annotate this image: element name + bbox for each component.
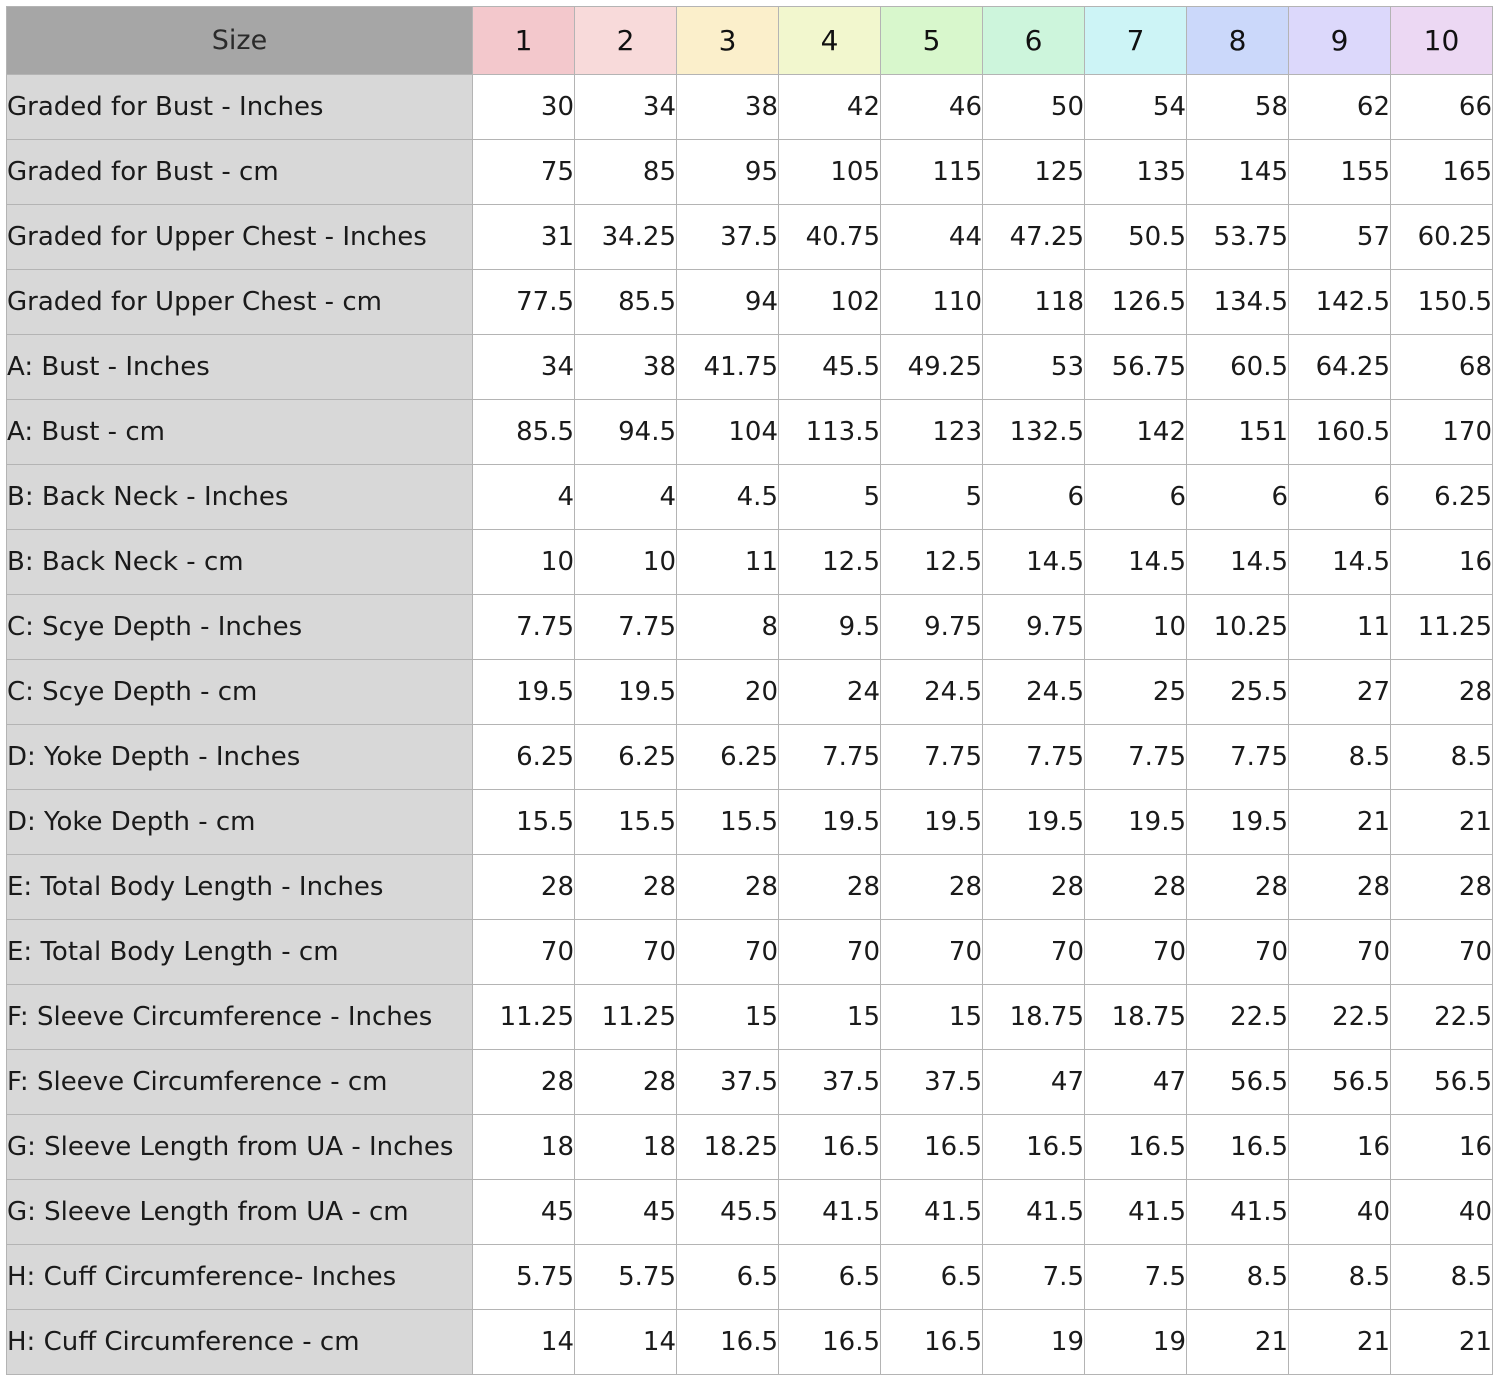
table-cell: 70 [1391,920,1493,985]
row-label: Graded for Upper Chest - cm [7,270,473,335]
table-cell: 57 [1289,205,1391,270]
table-cell: 6.25 [575,725,677,790]
table-cell: 58 [1187,75,1289,140]
size-header-5: 5 [881,7,983,75]
table-cell: 9.5 [779,595,881,660]
row-label: B: Back Neck - Inches [7,465,473,530]
table-cell: 70 [1289,920,1391,985]
row-label: G: Sleeve Length from UA - cm [7,1180,473,1245]
table-cell: 8.5 [1391,725,1493,790]
table-cell: 151 [1187,400,1289,465]
table-row [7,530,1493,595]
table-cell: 15.5 [473,790,575,855]
table-cell: 10 [1085,595,1187,660]
table-cell: 28 [1391,855,1493,920]
table-cell: 155 [1289,140,1391,205]
table-cell: 21 [1289,1310,1391,1375]
table-cell: 123 [881,400,983,465]
table-cell: 47 [983,1050,1085,1115]
table-cell: 53 [983,335,1085,400]
table-cell: 6 [983,465,1085,530]
table-cell: 45 [575,1180,677,1245]
table-cell: 44 [881,205,983,270]
table-cell: 70 [779,920,881,985]
table-cell: 16.5 [1187,1115,1289,1180]
table-cell: 5.75 [575,1245,677,1310]
size-header-4: 4 [779,7,881,75]
table-cell: 41.5 [1085,1180,1187,1245]
table-cell: 14.5 [1187,530,1289,595]
table-cell: 6.25 [473,725,575,790]
table-cell: 70 [677,920,779,985]
table-cell: 113.5 [779,400,881,465]
table-cell: 25.5 [1187,660,1289,725]
table-cell: 28 [473,1050,575,1115]
table-cell: 54 [1085,75,1187,140]
table-cell: 18 [575,1115,677,1180]
table-row [7,335,1493,400]
row-label: F: Sleeve Circumference - Inches [7,985,473,1050]
table-cell: 6 [1085,465,1187,530]
table-cell: 15 [881,985,983,1050]
table-cell: 4.5 [677,465,779,530]
row-label: C: Scye Depth - Inches [7,595,473,660]
table-cell: 77.5 [473,270,575,335]
table-cell: 70 [473,920,575,985]
table-cell: 68 [1391,335,1493,400]
table-cell: 6.5 [779,1245,881,1310]
table-cell: 70 [575,920,677,985]
table-cell: 16.5 [881,1310,983,1375]
table-cell: 9.75 [881,595,983,660]
table-cell: 40 [1391,1180,1493,1245]
table-row [7,400,1493,465]
table-cell: 64.25 [1289,335,1391,400]
row-label: E: Total Body Length - cm [7,920,473,985]
table-cell: 11 [1289,595,1391,660]
row-label: F: Sleeve Circumference - cm [7,1050,473,1115]
row-label: D: Yoke Depth - cm [7,790,473,855]
table-cell: 8.5 [1187,1245,1289,1310]
table-cell: 8.5 [1289,725,1391,790]
table-cell: 170 [1391,400,1493,465]
table-cell: 45.5 [677,1180,779,1245]
table-cell: 10 [473,530,575,595]
size-header-8: 8 [1187,7,1289,75]
table-row [7,1115,1493,1180]
table-cell: 47 [1085,1050,1187,1115]
size-header-3: 3 [677,7,779,75]
table-cell: 30 [473,75,575,140]
size-header-9: 9 [1289,7,1391,75]
table-cell: 28 [473,855,575,920]
table-cell: 14.5 [1085,530,1187,595]
table-cell: 94.5 [575,400,677,465]
table-cell: 49.25 [881,335,983,400]
table-cell: 41.75 [677,335,779,400]
table-cell: 16.5 [983,1115,1085,1180]
table-cell: 42 [779,75,881,140]
table-cell: 132.5 [983,400,1085,465]
table-cell: 6 [1187,465,1289,530]
row-label: B: Back Neck - cm [7,530,473,595]
size-header-1: 1 [473,7,575,75]
table-cell: 94 [677,270,779,335]
table-cell: 56.5 [1289,1050,1391,1115]
table-cell: 70 [881,920,983,985]
table-cell: 11.25 [1391,595,1493,660]
table-row [7,725,1493,790]
table-cell: 38 [677,75,779,140]
table-cell: 6.5 [677,1245,779,1310]
table-cell: 4 [575,465,677,530]
table-cell: 75 [473,140,575,205]
table-cell: 15 [677,985,779,1050]
table-row [7,1245,1493,1310]
table-cell: 41.5 [1187,1180,1289,1245]
table-cell: 14.5 [983,530,1085,595]
table-cell: 53.75 [1187,205,1289,270]
table-cell: 7.75 [473,595,575,660]
table-cell: 102 [779,270,881,335]
table-cell: 6.5 [881,1245,983,1310]
table-cell: 28 [1085,855,1187,920]
table-cell: 11 [677,530,779,595]
size-header-6: 6 [983,7,1085,75]
table-cell: 45 [473,1180,575,1245]
table-cell: 6.25 [677,725,779,790]
table-cell: 37.5 [779,1050,881,1115]
table-cell: 7.75 [1187,725,1289,790]
table-cell: 40 [1289,1180,1391,1245]
table-cell: 70 [983,920,1085,985]
table-row [7,205,1493,270]
table-cell: 24.5 [983,660,1085,725]
table-cell: 134.5 [1187,270,1289,335]
table-cell: 8 [677,595,779,660]
table-cell: 22.5 [1187,985,1289,1050]
row-label: A: Bust - cm [7,400,473,465]
table-row [7,920,1493,985]
table-cell: 28 [1391,660,1493,725]
table-cell: 14 [473,1310,575,1375]
table-cell: 24 [779,660,881,725]
table-cell: 28 [1187,855,1289,920]
table-cell: 18.75 [983,985,1085,1050]
table-cell: 7.75 [1085,725,1187,790]
table-cell: 60.5 [1187,335,1289,400]
table-cell: 21 [1391,790,1493,855]
table-row [7,465,1493,530]
row-label: H: Cuff Circumference- Inches [7,1245,473,1310]
table-cell: 85.5 [575,270,677,335]
table-cell: 118 [983,270,1085,335]
table-cell: 160.5 [1289,400,1391,465]
table-cell: 19.5 [1187,790,1289,855]
table-row [7,75,1493,140]
table-cell: 38 [575,335,677,400]
size-header-7: 7 [1085,7,1187,75]
table-cell: 110 [881,270,983,335]
table-cell: 11.25 [575,985,677,1050]
table-cell: 16 [1391,530,1493,595]
table-cell: 25 [1085,660,1187,725]
table-cell: 12.5 [881,530,983,595]
table-cell: 16.5 [677,1310,779,1375]
table-cell: 41.5 [881,1180,983,1245]
table-cell: 28 [575,1050,677,1115]
table-cell: 85 [575,140,677,205]
table-cell: 40.75 [779,205,881,270]
table-cell: 8.5 [1391,1245,1493,1310]
table-cell: 6.25 [1391,465,1493,530]
table-cell: 70 [1187,920,1289,985]
size-header-2: 2 [575,7,677,75]
table-cell: 28 [779,855,881,920]
table-cell: 95 [677,140,779,205]
table-row [7,660,1493,725]
table-cell: 37.5 [677,1050,779,1115]
table-cell: 41.5 [779,1180,881,1245]
table-row [7,855,1493,920]
table-cell: 45.5 [779,335,881,400]
table-cell: 150.5 [1391,270,1493,335]
table-cell: 22.5 [1289,985,1391,1050]
table-cell: 142 [1085,400,1187,465]
table-cell: 19.5 [983,790,1085,855]
table-cell: 19 [1085,1310,1187,1375]
table-row [7,790,1493,855]
table-cell: 37.5 [881,1050,983,1115]
table-cell: 34 [473,335,575,400]
table-cell: 7.5 [983,1245,1085,1310]
table-cell: 21 [1391,1310,1493,1375]
table-cell: 85.5 [473,400,575,465]
table-cell: 50 [983,75,1085,140]
table-cell: 66 [1391,75,1493,140]
table-cell: 18 [473,1115,575,1180]
table-cell: 21 [1187,1310,1289,1375]
table-cell: 24.5 [881,660,983,725]
table-cell: 165 [1391,140,1493,205]
table-cell: 12.5 [779,530,881,595]
table-cell: 14 [575,1310,677,1375]
table-cell: 7.75 [779,725,881,790]
table-row [7,270,1493,335]
table-cell: 16.5 [881,1115,983,1180]
table-cell: 34 [575,75,677,140]
table-cell: 20 [677,660,779,725]
table-cell: 60.25 [1391,205,1493,270]
table-cell: 10 [575,530,677,595]
row-label: G: Sleeve Length from UA - Inches [7,1115,473,1180]
row-label: D: Yoke Depth - Inches [7,725,473,790]
size-chart-table [6,6,1493,1375]
table-cell: 15 [779,985,881,1050]
row-label: C: Scye Depth - cm [7,660,473,725]
table-cell: 47.25 [983,205,1085,270]
row-label: Graded for Upper Chest - Inches [7,205,473,270]
table-cell: 16 [1391,1115,1493,1180]
table-cell: 37.5 [677,205,779,270]
table-cell: 62 [1289,75,1391,140]
table-cell: 19.5 [1085,790,1187,855]
table-cell: 27 [1289,660,1391,725]
row-label: Graded for Bust - cm [7,140,473,205]
table-cell: 105 [779,140,881,205]
table-cell: 5.75 [473,1245,575,1310]
table-cell: 19.5 [881,790,983,855]
table-cell: 142.5 [1289,270,1391,335]
table-cell: 9.75 [983,595,1085,660]
table-row [7,985,1493,1050]
table-row [7,595,1493,660]
table-cell: 15.5 [677,790,779,855]
table-cell: 8.5 [1289,1245,1391,1310]
table-cell: 41.5 [983,1180,1085,1245]
table-cell: 7.75 [983,725,1085,790]
size-column-header: Size [7,7,473,75]
table-row [7,1180,1493,1245]
table-cell: 15.5 [575,790,677,855]
table-cell: 11.25 [473,985,575,1050]
table-cell: 126.5 [1085,270,1187,335]
table-cell: 6 [1289,465,1391,530]
table-cell: 19.5 [575,660,677,725]
table-cell: 10.25 [1187,595,1289,660]
table-cell: 19.5 [473,660,575,725]
table-cell: 5 [779,465,881,530]
size-header-10: 10 [1391,7,1493,75]
table-cell: 5 [881,465,983,530]
table-cell: 115 [881,140,983,205]
table-cell: 145 [1187,140,1289,205]
table-cell: 7.5 [1085,1245,1187,1310]
table-cell: 19 [983,1310,1085,1375]
table-cell: 16 [1289,1115,1391,1180]
size-chart [6,6,1493,1375]
table-cell: 70 [1085,920,1187,985]
table-cell: 56.5 [1391,1050,1493,1115]
table-cell: 135 [1085,140,1187,205]
table-cell: 28 [1289,855,1391,920]
table-cell: 28 [575,855,677,920]
table-cell: 50.5 [1085,205,1187,270]
table-cell: 28 [677,855,779,920]
table-cell: 22.5 [1391,985,1493,1050]
row-label: H: Cuff Circumference - cm [7,1310,473,1375]
table-cell: 16.5 [779,1310,881,1375]
table-cell: 18.75 [1085,985,1187,1050]
table-row [7,1310,1493,1375]
row-label: A: Bust - Inches [7,335,473,400]
table-cell: 16.5 [779,1115,881,1180]
table-cell: 28 [983,855,1085,920]
table-cell: 14.5 [1289,530,1391,595]
row-label: Graded for Bust - Inches [7,75,473,140]
table-body [7,75,1493,1375]
table-cell: 34.25 [575,205,677,270]
table-cell: 56.75 [1085,335,1187,400]
table-cell: 56.5 [1187,1050,1289,1115]
table-cell: 18.25 [677,1115,779,1180]
table-cell: 7.75 [575,595,677,660]
table-cell: 46 [881,75,983,140]
header-row [7,7,1493,75]
table-cell: 104 [677,400,779,465]
table-cell: 21 [1289,790,1391,855]
table-cell: 7.75 [881,725,983,790]
table-row [7,1050,1493,1115]
table-cell: 19.5 [779,790,881,855]
table-cell: 28 [881,855,983,920]
row-label: E: Total Body Length - Inches [7,855,473,920]
table-cell: 125 [983,140,1085,205]
table-cell: 16.5 [1085,1115,1187,1180]
table-cell: 4 [473,465,575,530]
table-cell: 31 [473,205,575,270]
table-row [7,140,1493,205]
